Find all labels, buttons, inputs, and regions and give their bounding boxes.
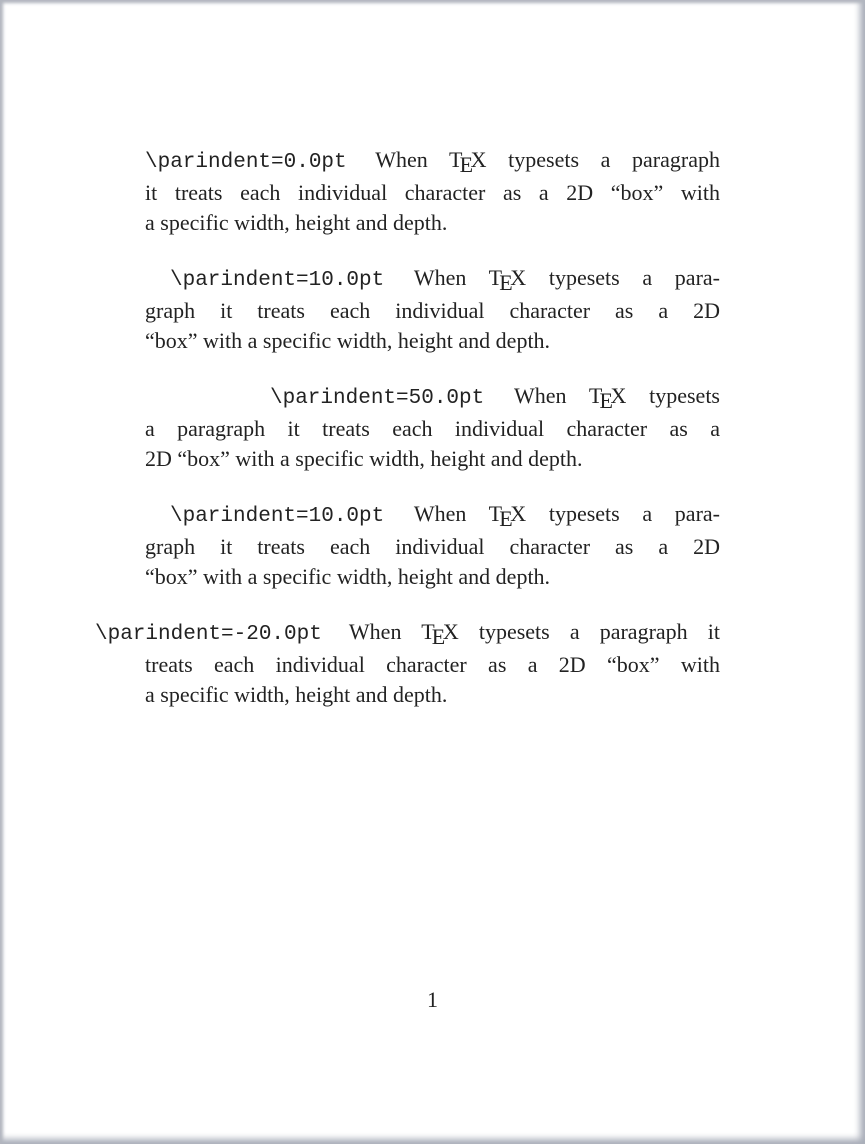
paragraph xyxy=(145,145,720,238)
text-line: graph it treats each individual character as a 2D xyxy=(145,298,720,323)
code-parindent-setting: \parindent=50.0pt xyxy=(270,387,485,410)
text-line: a specific width, height and depth. xyxy=(145,210,448,235)
text-line: it treats each individual character as a 2D “box” with xyxy=(145,180,720,205)
code-parindent-setting: \parindent=0.0pt xyxy=(145,151,347,174)
text-line: \parindent=50.0pt When TEX typesets xyxy=(270,381,720,414)
tex-logo: TEX xyxy=(489,501,527,526)
tex-logo: TEX xyxy=(489,265,527,290)
tex-logo-lowered-e: E xyxy=(599,387,613,413)
tex-logo-lowered-e: E xyxy=(459,151,474,177)
paragraph xyxy=(95,617,721,710)
text-line: “box” with a specific width, height and depth. xyxy=(145,564,551,589)
tex-logo: TEX xyxy=(449,147,487,172)
text-line: \parindent=10.0pt When TEX typesets a para- xyxy=(170,263,720,296)
text-line: “box” with a specific width, height and depth. xyxy=(145,328,551,353)
text-block xyxy=(95,145,721,735)
code-parindent-setting: \parindent=10.0pt xyxy=(170,269,385,292)
tex-logo: TEX xyxy=(589,383,627,408)
text-line: a paragraph it treats each individual character as a xyxy=(145,416,720,441)
paragraph xyxy=(145,381,720,474)
text-line: treats each individual character as a 2D “box” with xyxy=(145,652,720,677)
text-line: \parindent=0.0pt When TEX typesets a paragraph xyxy=(145,145,720,178)
code-parindent-setting: \parindent=10.0pt xyxy=(170,505,385,528)
text-line: \parindent=10.0pt When TEX typesets a para- xyxy=(170,499,720,532)
tex-logo: TEX xyxy=(421,619,459,644)
tex-logo-lowered-e: E xyxy=(499,505,513,531)
page-number: 1 xyxy=(427,987,438,1012)
text-line: a specific width, height and depth. xyxy=(145,682,448,707)
text-line: 2D “box” with a specific width, height and depth. xyxy=(145,446,583,471)
code-parindent-setting: \parindent=-20.0pt xyxy=(95,623,322,646)
paragraph xyxy=(145,499,720,592)
text-line: graph it treats each individual character as a 2D xyxy=(145,534,720,559)
paragraph xyxy=(145,263,720,356)
tex-logo-lowered-e: E xyxy=(431,623,446,649)
text-line: \parindent=-20.0pt When TEX typesets a paragraph it xyxy=(95,617,720,650)
tex-logo-lowered-e: E xyxy=(499,269,513,295)
